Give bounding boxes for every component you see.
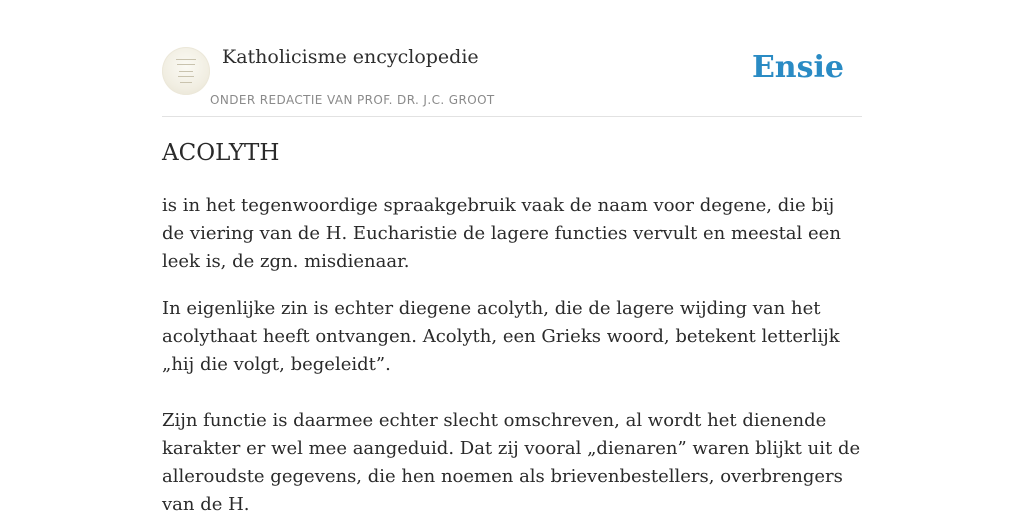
editor-credit: ONDER REDACTIE VAN PROF. DR. J.C. GROOT bbox=[210, 93, 495, 107]
paragraph: Zijn functie is daarmee echter slecht omschreven, al wordt het dienende karakter er wel mee aangeduid. Dat zij vooral „dienaren” waren blijkt uit de alleroudste gegevens, die hen noemen als brievenbestellers, overbrengers van de H. bbox=[162, 410, 861, 515]
brand-logo[interactable]: Ensie bbox=[751, 50, 844, 85]
paragraph: In eigenlijke zin is echter diegene acolyth, die de lagere wijding van het acolythaat heeft ontvangen. Acolyth, een Grieks woord, betekent letterlijk „hij die volgt, begeleidt”. bbox=[162, 298, 840, 375]
entry-body bbox=[162, 192, 862, 519]
entry-title: ACOLYTH bbox=[162, 140, 280, 166]
book-title-link[interactable]: Katholicisme encyclopedie bbox=[222, 46, 479, 68]
page bbox=[162, 0, 862, 515]
paragraph: is in het tegenwoordige spraakgebruik vaak de naam voor degene, die bij de viering van de H. Eucharistie de lagere functies vervult en meestal een leek is, de zgn. misdienaar. bbox=[162, 195, 841, 272]
header bbox=[162, 0, 862, 117]
book-cover-thumbnail[interactable] bbox=[162, 47, 210, 95]
